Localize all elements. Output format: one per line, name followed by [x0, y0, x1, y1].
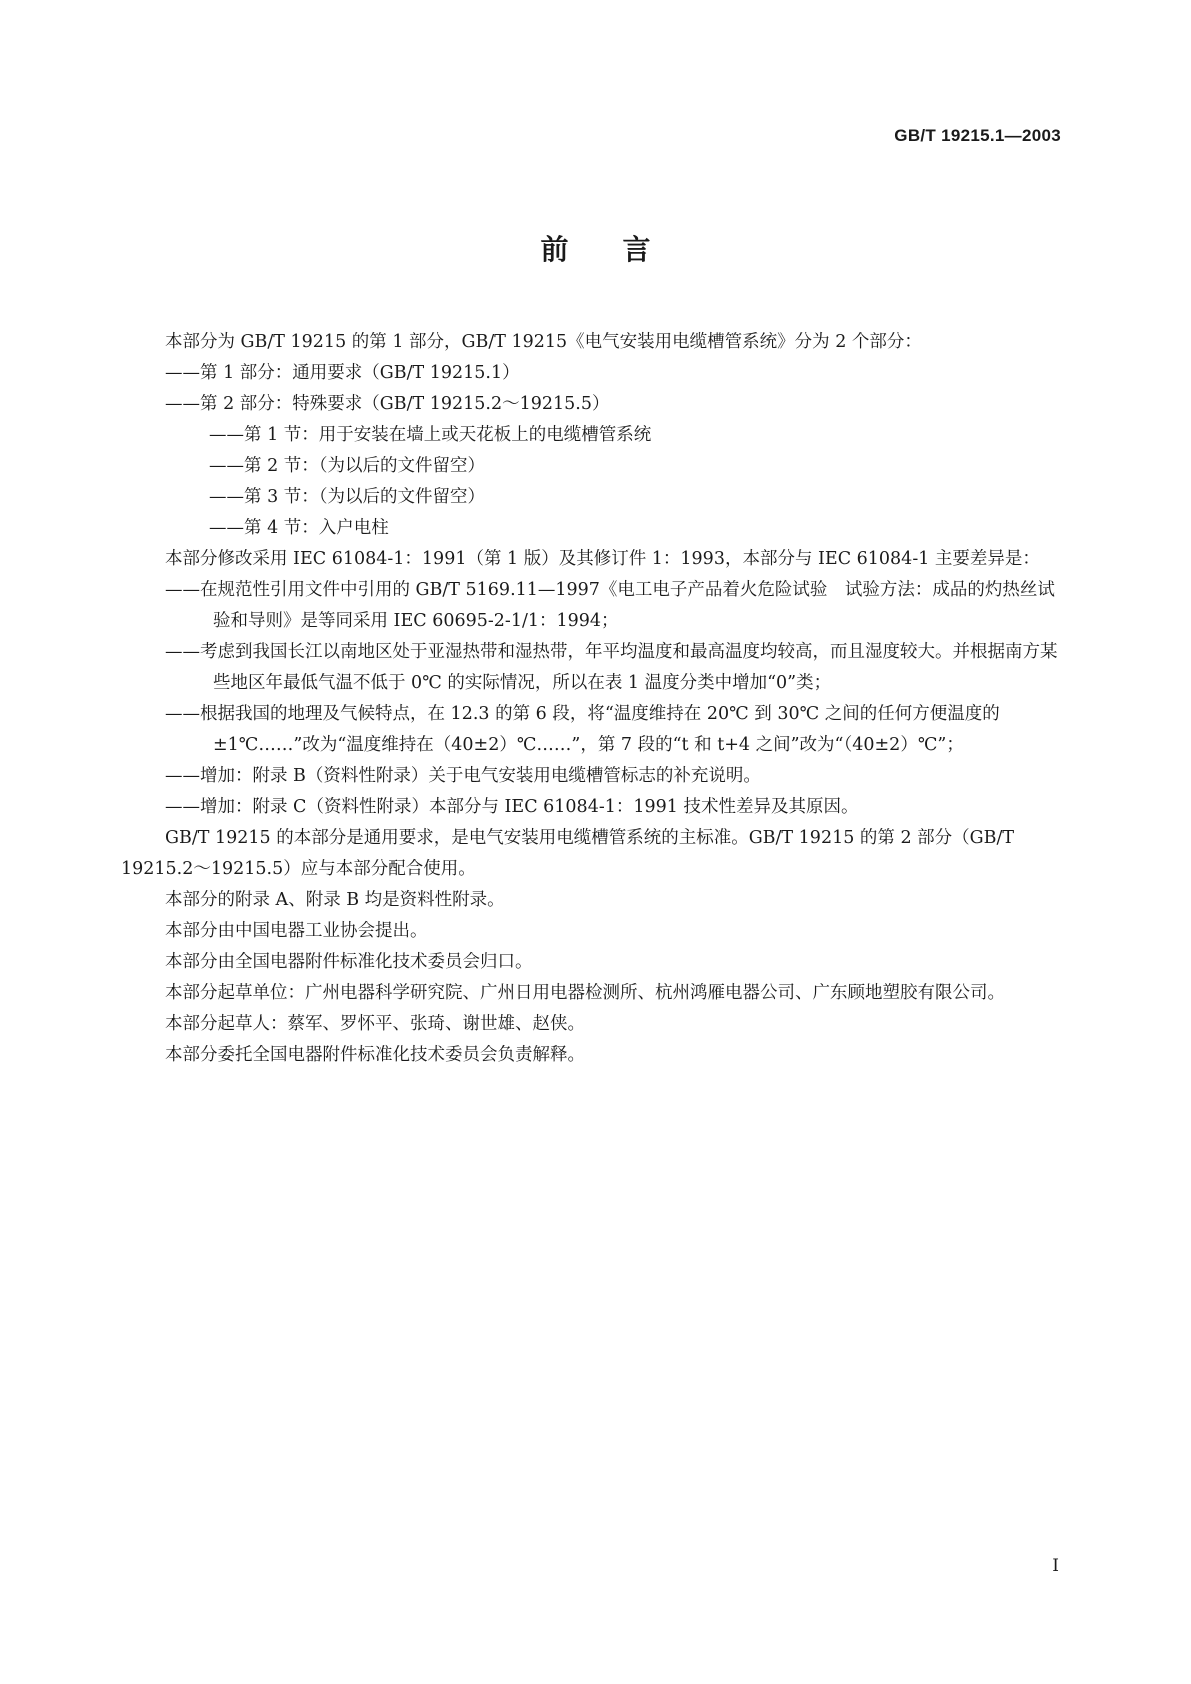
list-item-section1: ——第 1 节：用于安装在墙上或天花板上的电缆槽管系统	[209, 425, 652, 445]
paragraph-drafters: 本部分起草人：蔡军、罗怀平、张琦、谢世雄、赵侠。	[165, 1014, 585, 1034]
paragraph-interpretation: 本部分委托全国电器附件标准化技术委员会负责解释。	[165, 1045, 585, 1065]
paragraph-centralized-by: 本部分由全国电器附件标准化技术委员会归口。	[165, 952, 533, 972]
list-item-difference-3: ——根据我国的地理及气候特点，在 12.3 的第 6 段，将“温度维持在 20℃ 到 30℃ 之间的任何方便温度的 ±1℃……”改为“温度维持在（40±2）℃……”，第 7 段的“t 和 t+4 之间”改为“（40±2）℃”；	[165, 704, 1000, 755]
paragraph-intro: 本部分为 GB/T 19215 的第 1 部分，GB/T 19215《电气安装用电缆槽管系统》分为 2 个部分：	[165, 332, 922, 352]
list-item-section4: ——第 4 节：入户电柱	[209, 518, 389, 538]
list-item-difference-4: ——增加：附录 B（资料性附录）关于电气安装用电缆槽管标志的补充说明。	[165, 766, 761, 786]
title-char-1: 前	[540, 233, 569, 266]
page-title	[0, 228, 1191, 268]
list-item-part1: ——第 1 部分：通用要求（GB/T 19215.1）	[165, 363, 520, 383]
paragraph-proposed-by: 本部分由中国电器工业协会提出。	[165, 921, 428, 941]
page-number: I	[1052, 1556, 1059, 1576]
list-item-part2: ——第 2 部分：特殊要求（GB/T 19215.2～19215.5）	[165, 394, 610, 414]
list-item-section2: ——第 2 节：（为以后的文件留空）	[209, 456, 486, 476]
title-char-2: 言	[622, 233, 651, 266]
paragraph-main-standard: GB/T 19215 的本部分是通用要求，是电气安装用电缆槽管系统的主标准。GB/T 19215 的第 2 部分（GB/T 19215.2～19215.5）应与本部分配合使用。	[121, 828, 1015, 879]
paragraph-drafting-units: 本部分起草单位：广州电器科学研究院、广州日用电器检测所、杭州鸿雁电器公司、广东顾地塑胶有限公司。	[165, 983, 1005, 1003]
standard-number: GB/T 19215.1—2003	[894, 126, 1061, 145]
paragraph-annexes: 本部分的附录 A、附录 B 均是资料性附录。	[165, 890, 505, 910]
list-item-section3: ——第 3 节：（为以后的文件留空）	[209, 487, 486, 507]
list-item-difference-2: ——考虑到我国长江以南地区处于亚湿热带和湿热带，年平均温度和最高温度均较高，而且湿度较大。并根据南方某些地区年最低气温不低于 0℃ 的实际情况，所以在表 1 温度分类中增加“0”类；	[165, 642, 1058, 693]
foreword-body	[121, 327, 1061, 1071]
paragraph-differences: 本部分修改采用 IEC 61084-1：1991（第 1 版）及其修订件 1：1993，本部分与 IEC 61084-1 主要差异是：	[165, 549, 1040, 569]
list-item-difference-5: ——增加：附录 C（资料性附录）本部分与 IEC 61084-1：1991 技术性差异及其原因。	[165, 797, 859, 817]
list-item-difference-1: ——在规范性引用文件中引用的 GB/T 5169.11—1997《电工电子产品着火危险试验 试验方法：成品的灼热丝试验和导则》是等同采用 IEC 60695-2-1/1：1994；	[165, 580, 1055, 631]
